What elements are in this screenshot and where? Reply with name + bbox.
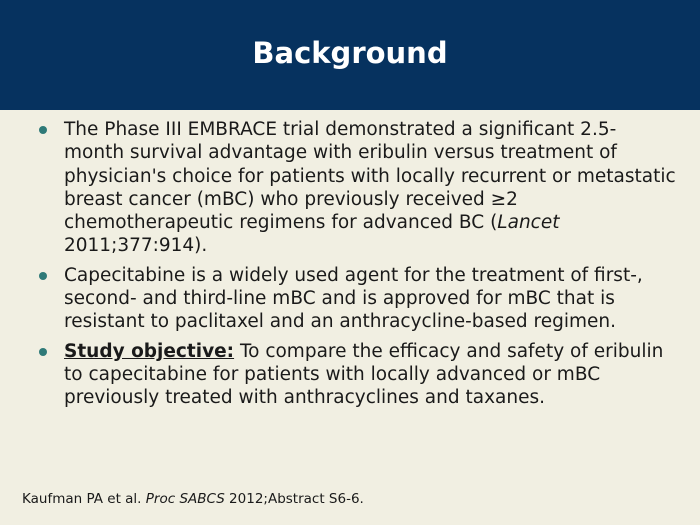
bullet-text: The Phase III EMBRACE trial demonstrated a significant 2.5-month survival advantage with eribulin versus treatment of physician's choice for patients with locally recurrent or metastatic breast cancer (mBC) who previously received ≥2 chemotherapeutic regimens for advanced BC ( xyxy=(64,119,676,234)
citation xyxy=(22,491,364,507)
bullet-list xyxy=(36,118,676,416)
slide-title: Background xyxy=(252,36,448,70)
bullet-item-capecitabine xyxy=(36,264,676,334)
bullet-text: To compare the efficacy and safety of eribulin to capecitabine for patients with locally advanced or mBC previously treated with anthracyclines and taxanes. xyxy=(64,340,664,409)
citation-details: 2012;Abstract S6-6. xyxy=(224,491,364,507)
bullet-text: Capecitabine is a widely used agent for the treatment of first-, second- and third-line mBC and is approved for mBC that is resistant to paclitaxel and an anthracycline-based regimen. xyxy=(64,264,643,333)
bullet-dot-icon xyxy=(39,126,47,134)
bullet-dot-icon xyxy=(39,348,47,356)
bullet-text-ref: 2011;377:914). xyxy=(64,235,208,257)
citation-journal: Proc SABCS xyxy=(145,491,225,507)
bullet-dot-icon xyxy=(39,272,47,280)
bullet-item-embrace xyxy=(36,118,676,258)
bullet-item-objective xyxy=(36,340,676,410)
citation-authors: Kaufman PA et al. xyxy=(22,491,146,507)
journal-name: Lancet xyxy=(497,212,560,234)
study-objective-label: Study objective: xyxy=(64,340,235,362)
title-bar xyxy=(0,0,700,110)
